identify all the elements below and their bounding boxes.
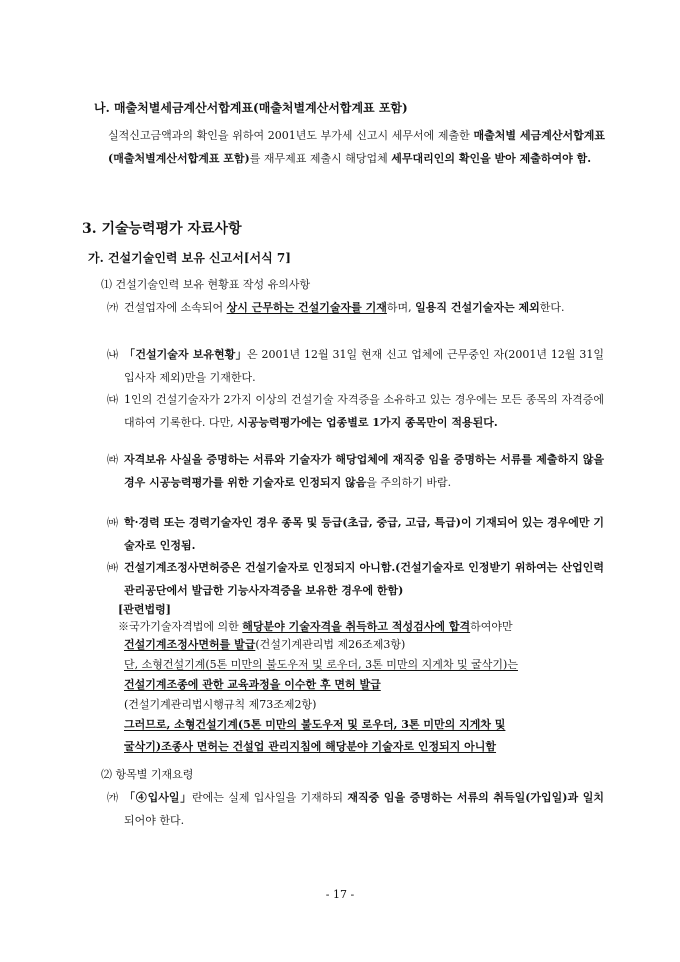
- sub-heading-na: 나. 매출처별세금계산서합계표(매출처별계산서합계표 포함): [94, 101, 408, 115]
- list-item-ga2: [124, 786, 604, 832]
- text-bold: 매출처별 세금계산서합계표(매출처별계산서합계표 포함): [108, 129, 605, 165]
- text: 되어야 한다.: [124, 814, 185, 827]
- item-marker: ㈓: [107, 561, 118, 574]
- text-bold: 세무대리인의 확인을 받아 제출하여야 함.: [391, 152, 592, 165]
- text-bold-underline: 건설기계조정사면허를 발급: [124, 638, 256, 651]
- text: 은 2001년 12월 31일 현재 신고 업체에 근무중인 자(2001년 12월 31일 입사자 제외)만을 기재한다.: [124, 348, 604, 384]
- text: 을 주의하기 바람.: [366, 476, 452, 489]
- text: (건설기계관리법 제26조제3항): [255, 638, 406, 651]
- item-marker: ㈑: [107, 453, 118, 466]
- item-marker: ㈏: [107, 348, 118, 361]
- related-law-line-4: 건설기계조종에 관한 교육과정을 이수한 후 면허 발급: [124, 678, 381, 691]
- list-item-da: [124, 388, 604, 434]
- text-bold: 「④입사일」: [124, 791, 193, 804]
- sub-heading-ga: 가. 건설기술인력 보유 신고서[서식 7]: [88, 251, 291, 265]
- numbered-heading-1: ⑴ 건설기술인력 보유 현황표 작성 유의사항: [101, 278, 311, 291]
- list-item-ga: [124, 296, 604, 319]
- list-item-ra: [124, 448, 604, 494]
- text-bold: 재직중 임을 증명하는 서류의 취득일(가입일)과 일치: [347, 791, 604, 804]
- numbered-heading-2: ⑵ 항목별 기재요령: [101, 768, 194, 781]
- related-law-line-6: 그러므로, 소형건설기계(5톤 미만의 불도우저 및 로우더, 3톤 미만의 지게차 및: [124, 718, 506, 731]
- paragraph-na: [108, 124, 605, 170]
- related-law-line-3: 단, 소형건설기계(5톤 미만의 불도우저 및 로우더, 3톤 미만의 지게차 및 굴삭기)는: [124, 658, 518, 671]
- text: 하여야만: [470, 620, 513, 633]
- text-bold-underline: 해당분야 기술자격을 취득하고 적성검사에 합격: [242, 620, 471, 633]
- text-bold: 시공능력평가에는 업종별로 1가지 종목만이 적용된다.: [237, 416, 498, 429]
- text: 를 재무제표 제출시 해당업체: [249, 152, 392, 165]
- text: ※국가기술자격법에 의한: [118, 620, 243, 633]
- related-law-line-5: (건설기계관리법시행규칙 제73조제2항): [124, 698, 317, 711]
- item-marker: ㈒: [107, 516, 118, 529]
- text: 1인의 건설기술자가 2가지 이상의 건설기술 자격증을 소유하고 있는 경우에는 모든 종목의 자격증에 대하여 기록한다. 다만,: [124, 393, 604, 429]
- item-marker: ㈎: [107, 791, 118, 804]
- text-bold: 「건설기술자 보유현황」: [124, 348, 248, 361]
- page-number: - 17 -: [325, 888, 355, 901]
- text-bold: 자격보유 사실을 증명하는 서류와 기술자가 해당업체에 재직중 임을 증명하는 서류를 제출하지 않을 경우 시공능력평가를 위한 기술자로 인정되지 않음: [124, 453, 604, 489]
- item-marker: ㈐: [107, 393, 118, 406]
- list-item-na: [124, 343, 604, 389]
- text: 실적신고금액과의 확인을 위하여 2001년도 부가세 신고시 세무서에 제출한: [108, 129, 474, 142]
- list-item-ba: 건설기계조정사면허증은 건설기술자로 인정되지 아니함.(건설기술자로 인정받기 위하여는 산업인력관리공단에서 발급한 기능사자격증을 보유한 경우에 한함): [124, 561, 604, 597]
- text: 하며,: [386, 301, 416, 314]
- text: 한다.: [539, 301, 565, 314]
- related-law-line-7: 굴삭기)조종사 면허는 건설업 관리지침에 해당분야 기술자로 인정되지 아니함: [124, 740, 497, 753]
- section-title: 3. 기술능력평가 자료사항: [82, 221, 242, 237]
- text: 란에는 실제 입사일을 기재하되: [192, 791, 348, 804]
- text-bold-underline: 상시 근무하는 건설기술자를 기재: [226, 301, 387, 314]
- item-marker: ㈎: [107, 301, 118, 314]
- text-bold: 일용직 건설기술자는 제외: [415, 301, 540, 314]
- text: 건설업자에 소속되어: [124, 301, 227, 314]
- list-item-ma: 학·경력 또는 경력기술자인 경우 종목 및 등급(초급, 중급, 고급, 특급)이 기재되어 있는 경우에만 기술자로 인정됨.: [124, 516, 604, 552]
- related-law-label: [관련법령]: [118, 603, 171, 616]
